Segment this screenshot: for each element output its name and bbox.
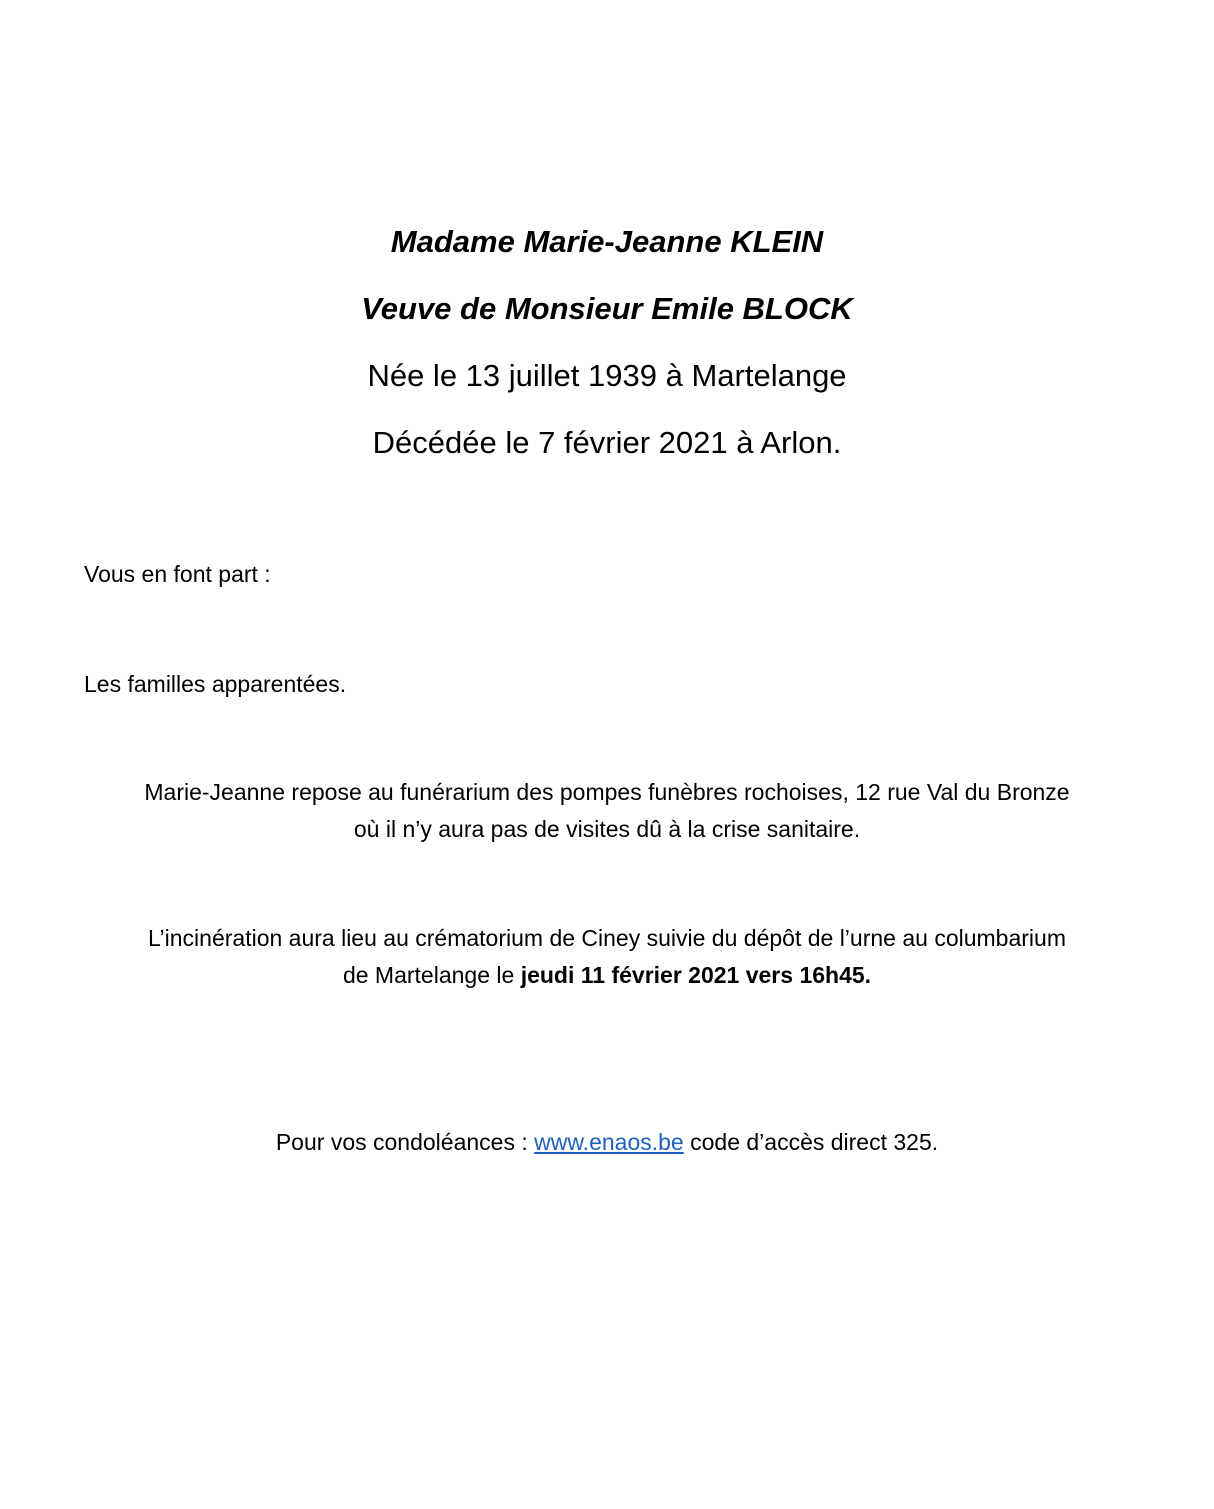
announcement-families: Les familles apparentées. xyxy=(84,671,347,697)
repose-line-1: Marie-Jeanne repose au funérarium des pompes funèbres rochoises, 12 rue Val du Bronze xyxy=(144,779,1070,805)
death-line: Décédée le 7 février 2021 à Arlon. xyxy=(372,425,842,460)
cremation-paragraph xyxy=(84,920,1130,994)
condolences-prefix: Pour vos condoléances : xyxy=(275,1129,535,1155)
cremation-line-2 xyxy=(84,957,1130,994)
condolences-suffix: code d’accès direct 325. xyxy=(683,1129,939,1155)
condolences-line xyxy=(0,1124,1214,1161)
widow-of-line: Veuve de Monsieur Emile BLOCK xyxy=(361,291,853,326)
cremation-date-time: jeudi 11 février 2021 vers 16h45. xyxy=(520,962,872,988)
announcement-intro: Vous en font part : xyxy=(84,561,271,587)
repose-line-2: où il n’y aura pas de visites dû à la crise sanitaire. xyxy=(353,816,861,842)
cremation-line-2-prefix: de Martelange le xyxy=(342,962,521,988)
deceased-name: Madame Marie-Jeanne KLEIN xyxy=(390,224,824,259)
cremation-line-1: L’incinération aura lieu au crématorium de Ciney suivie du dépôt de l’urne au columbarium xyxy=(148,925,1066,951)
repose-paragraph xyxy=(84,774,1130,848)
birth-line: Née le 13 juillet 1939 à Martelange xyxy=(367,358,847,393)
condolences-link[interactable]: www.enaos.be xyxy=(534,1129,684,1155)
